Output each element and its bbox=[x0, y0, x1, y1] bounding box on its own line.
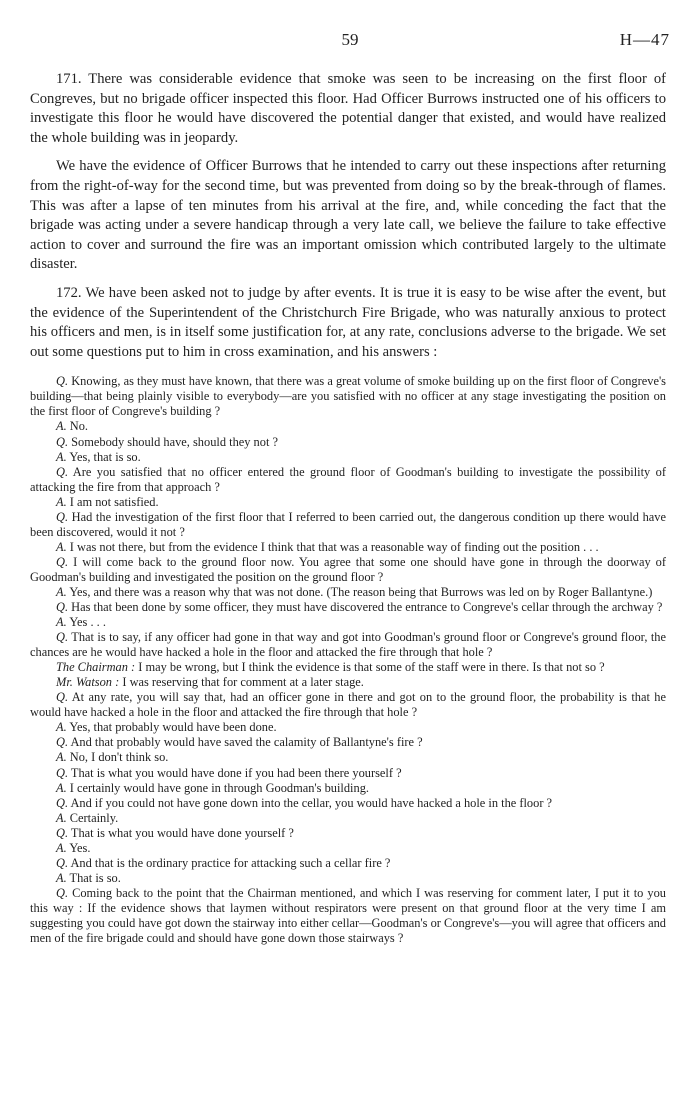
transcript-text: That is what you would have done yourself ? bbox=[70, 825, 294, 840]
speaker-label: Q. bbox=[56, 600, 69, 615]
transcript-text: Has that been done by some officer, they must have discovered the entrance to Congreve's cellar through the archway ? bbox=[71, 600, 663, 615]
transcript-text: I was reserving that for comment at a later stage. bbox=[122, 675, 364, 690]
paragraph-171-continued: We have the evidence of Officer Burrows that he intended to carry out these inspections after returning from the right-of-way for the second time, but was prevented from doing so by the break-through of flames. This was after a lapse of ten minutes from his arrival at the fire, and, while conceding the fact that the brigade was acting under a severe handicap through a very late call, we believe the failure to take effective action to cover and surround the fire was an important omission which contributed largely to the ultimate disaster. bbox=[30, 158, 666, 273]
transcript-line bbox=[30, 735, 666, 750]
transcript-line bbox=[30, 826, 666, 841]
transcript-line bbox=[30, 450, 666, 465]
page-body bbox=[30, 70, 666, 946]
speaker-label: Q. bbox=[56, 885, 69, 900]
speaker-label: Q. bbox=[56, 795, 69, 810]
speaker-label: Q. bbox=[56, 374, 69, 389]
transcript-text: That is what you would have done if you had been there yourself ? bbox=[70, 765, 402, 780]
speaker-label: A. bbox=[56, 780, 67, 795]
speaker-label: Q. bbox=[56, 855, 69, 870]
transcript-text: I will come back to the ground floor now. You agree that some one should have gone in through the doorway of Goodman's building and investigated the position on the ground floor ? bbox=[30, 554, 666, 584]
transcript-line bbox=[30, 781, 666, 796]
transcript-text: Had the investigation of the first floor that I referred to been carried out, the dangerous condition up there would have been discovered, would it not ? bbox=[30, 509, 666, 539]
transcript-text: Knowing, as they must have known, that there was a great volume of smoke building up on the first floor of Congreve's building—that being plainly visible to everybody—are you satisfied with no officer at any stage investigating the position on the first floor of Congreve's building ? bbox=[30, 374, 666, 419]
speaker-label: Q. bbox=[56, 690, 69, 705]
transcript-text: No, I don't think so. bbox=[69, 750, 169, 765]
speaker-label: A. bbox=[56, 615, 67, 630]
page-number: 59 bbox=[341, 30, 359, 49]
transcript-line bbox=[30, 886, 666, 946]
transcript-line bbox=[30, 419, 666, 434]
transcript-text: That is so. bbox=[69, 870, 121, 885]
transcript-text: And that is the ordinary practice for attacking such a cellar fire ? bbox=[70, 855, 391, 870]
transcript-text: I am not satisfied. bbox=[69, 494, 159, 509]
transcript-line bbox=[30, 811, 666, 826]
transcript-line bbox=[30, 555, 666, 585]
speaker-label: A. bbox=[56, 750, 67, 765]
speaker-label: A. bbox=[56, 720, 67, 735]
page-header bbox=[0, 30, 700, 54]
speaker-label: A. bbox=[56, 419, 67, 434]
transcript-line bbox=[30, 435, 666, 450]
transcript-text: Are you satisfied that no officer entered the ground floor of Goodman's building to investigate the possibility of attacking the fire from that approach ? bbox=[30, 464, 666, 494]
transcript-line bbox=[30, 600, 666, 615]
speaker-label: Q. bbox=[56, 630, 69, 645]
transcript-text: Certainly. bbox=[69, 810, 119, 825]
document-series-number: H—47 bbox=[619, 30, 670, 49]
speaker-label: Q. bbox=[56, 765, 69, 780]
transcript-line bbox=[30, 660, 666, 675]
transcript-line bbox=[30, 374, 666, 419]
speaker-label: Q. bbox=[56, 825, 69, 840]
transcript-text: Coming back to the point that the Chairman mentioned, and which I was reserving for comment later, I put it to you this way : If the evidence shows that laymen without respirators were present on that ground floor at the very time I am suggesting you could have got down the stairway into either cellar—Goodman's or Congreve's—you will agree that officers and men of the fire brigade could and should have gone down those stairways ? bbox=[30, 885, 666, 946]
transcript-line bbox=[30, 495, 666, 510]
transcript-text: That is to say, if any officer had gone in that way and got into Goodman's ground floor or Congreve's ground floor, the chances are he would have hacked a hole in the floor and attacked the fire through that hole ? bbox=[30, 630, 666, 660]
transcript-line bbox=[30, 871, 666, 886]
transcript-text: At any rate, you will say that, had an officer gone in there and got on to the ground floor, the probability is that he would have hacked a hole in the floor and attacked the fire through that hole ? bbox=[30, 690, 667, 720]
transcript-line bbox=[30, 510, 666, 540]
transcript-text: Yes. bbox=[69, 840, 91, 855]
speaker-label: A. bbox=[56, 539, 67, 554]
paragraph-171: 171. There was considerable evidence that smoke was seen to be increasing on the first floor of Congreves, but no brigade officer inspected this floor. Had Officer Burrows instructed one of his officers to investigate this floor he would have discovered the potential danger that existed, and would have realized the whole building was in jeopardy. bbox=[30, 71, 666, 146]
transcript-line bbox=[30, 540, 666, 555]
transcript-text: I certainly would have gone in through Goodman's building. bbox=[69, 780, 369, 795]
transcript-text: Somebody should have, should they not ? bbox=[71, 434, 278, 449]
transcript-line bbox=[30, 750, 666, 765]
paragraph-172: 172. We have been asked not to judge by after events. It is true it is easy to be wise after the event, but the evidence of the Superintendent of the Christchurch Fire Brigade, who was naturally anxious to protect his officers and men, is in itself some justification for, at any rate, conclusions adverse to the brigade. We set out some questions put to him in cross examination, and his answers : bbox=[30, 284, 666, 360]
transcript-line bbox=[30, 796, 666, 811]
transcript-line bbox=[30, 856, 666, 871]
speaker-label: A. bbox=[56, 584, 67, 599]
transcript-line bbox=[30, 630, 666, 660]
transcript-text: And that probably would have saved the calamity of Ballantyne's fire ? bbox=[70, 735, 423, 750]
speaker-label: Q. bbox=[56, 434, 69, 449]
transcript-line bbox=[30, 465, 666, 495]
transcript-line bbox=[30, 675, 666, 690]
transcript-text: And if you could not have gone down into the cellar, you would have hacked a hole in the floor ? bbox=[70, 795, 553, 810]
transcript-line bbox=[30, 720, 666, 735]
transcript-text: I may be wrong, but I think the evidence is that some of the staff were in there. Is that not so ? bbox=[138, 660, 605, 675]
speaker-label: A. bbox=[56, 449, 67, 464]
transcript-line bbox=[30, 615, 666, 630]
speaker-label: Q. bbox=[56, 735, 69, 750]
speaker-label: Q. bbox=[56, 554, 69, 569]
transcript-line bbox=[30, 766, 666, 781]
speaker-label: Mr. Watson : bbox=[56, 675, 120, 690]
transcript-text: I was not there, but from the evidence I think that that was a reasonable way of finding out the position . . . bbox=[69, 539, 599, 554]
transcript-text: Yes, that is so. bbox=[69, 449, 141, 464]
transcript-text: Yes, and there was a reason why that was not done. (The reason being that Burrows was led on by Roger Ballantyne.) bbox=[69, 584, 653, 599]
transcript-line bbox=[30, 690, 666, 720]
transcript-text: Yes . . . bbox=[69, 615, 106, 630]
transcript-line bbox=[30, 585, 666, 600]
speaker-label: Q. bbox=[56, 509, 69, 524]
transcript-text: No. bbox=[69, 419, 89, 434]
cross-examination-transcript bbox=[30, 374, 666, 946]
speaker-label: A. bbox=[56, 494, 67, 509]
speaker-label: A. bbox=[56, 840, 67, 855]
speaker-label: A. bbox=[56, 810, 67, 825]
speaker-label: Q. bbox=[56, 464, 69, 479]
transcript-text: Yes, that probably would have been done. bbox=[69, 720, 277, 735]
speaker-label: A. bbox=[56, 870, 67, 885]
speaker-label: The Chairman : bbox=[56, 660, 136, 675]
transcript-line bbox=[30, 841, 666, 856]
